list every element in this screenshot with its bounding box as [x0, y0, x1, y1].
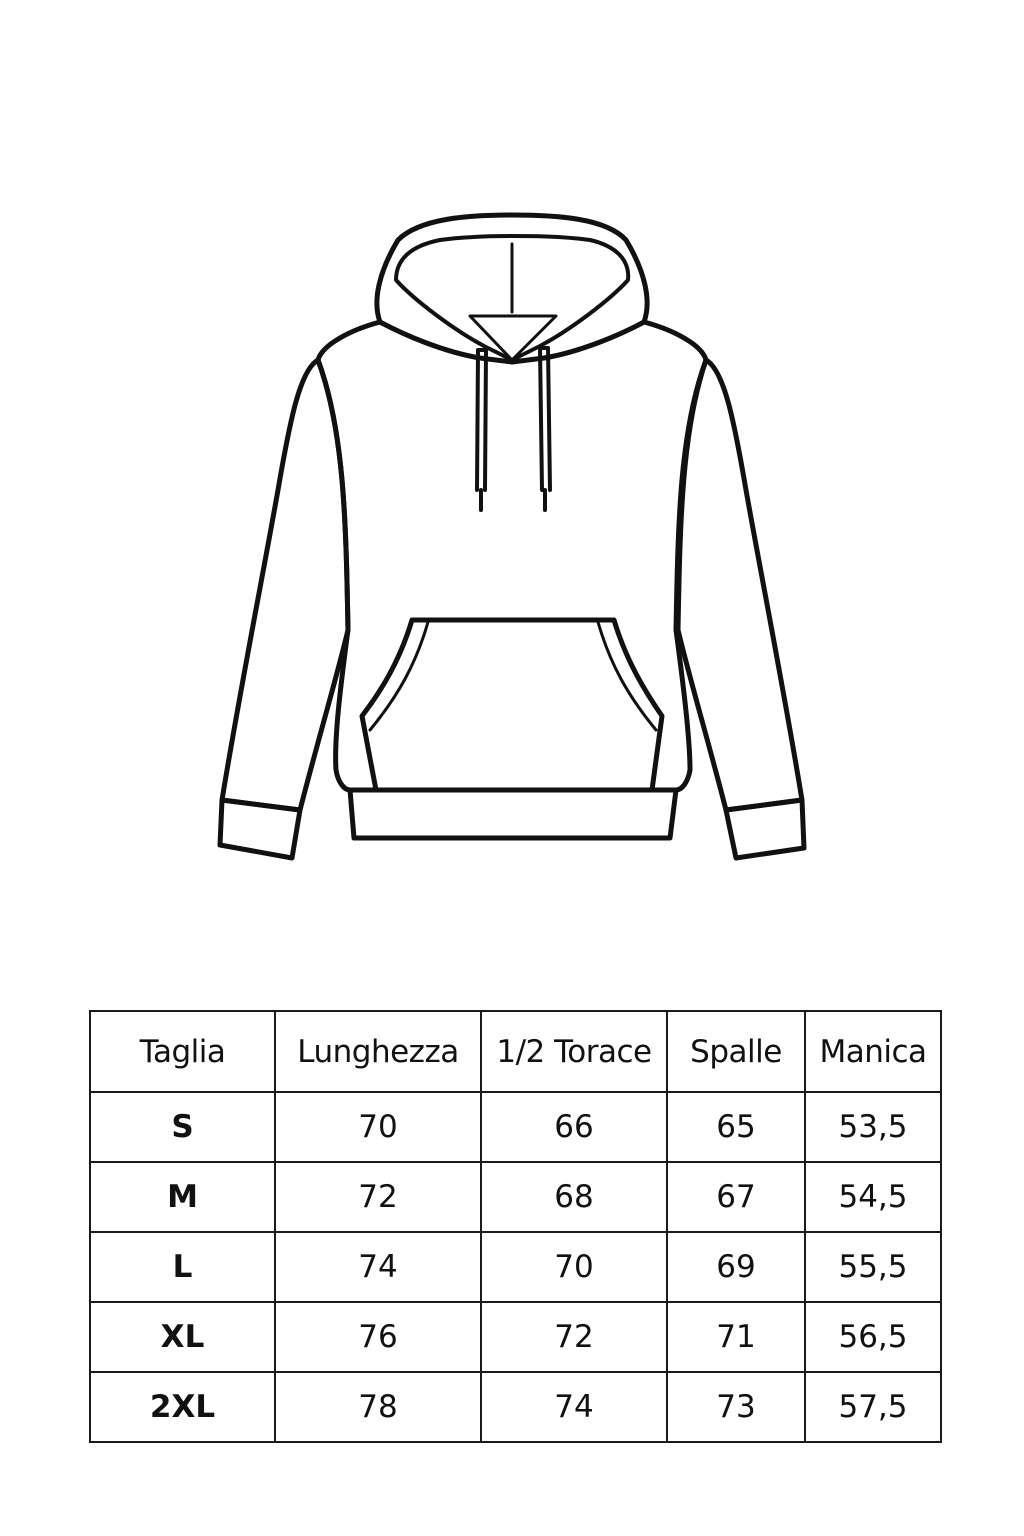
left-sleeve — [222, 360, 348, 810]
size-cell: L — [90, 1232, 275, 1302]
torace-cell: 72 — [481, 1302, 667, 1372]
lunghezza-cell: 72 — [275, 1162, 481, 1232]
table-row — [90, 1232, 941, 1302]
lunghezza-cell: 78 — [275, 1372, 481, 1442]
manica-cell: 53,5 — [805, 1092, 941, 1162]
size-cell: XL — [90, 1302, 275, 1372]
lunghezza-cell: 74 — [275, 1232, 481, 1302]
spalle-cell: 67 — [667, 1162, 805, 1232]
waistband — [350, 790, 676, 838]
header-lunghezza: Lunghezza — [275, 1011, 481, 1092]
right-sleeve — [678, 360, 802, 810]
table-row — [90, 1302, 941, 1372]
pocket-inner-right — [598, 622, 656, 730]
header-manica: Manica — [805, 1011, 941, 1092]
manica-cell: 54,5 — [805, 1162, 941, 1232]
spalle-cell: 71 — [667, 1302, 805, 1372]
manica-cell: 55,5 — [805, 1232, 941, 1302]
left-cuff — [220, 800, 300, 858]
torace-cell: 66 — [481, 1092, 667, 1162]
drawstring-right — [540, 348, 550, 490]
header-taglia: Taglia — [90, 1011, 275, 1092]
lunghezza-cell: 70 — [275, 1092, 481, 1162]
spalle-cell: 65 — [667, 1092, 805, 1162]
torace-cell: 70 — [481, 1232, 667, 1302]
table-row — [90, 1092, 941, 1162]
neckline — [470, 316, 556, 360]
torace-cell: 68 — [481, 1162, 667, 1232]
size-cell: 2XL — [90, 1372, 275, 1442]
torace-cell: 74 — [481, 1372, 667, 1442]
size-cell: S — [90, 1092, 275, 1162]
spalle-cell: 69 — [667, 1232, 805, 1302]
manica-cell: 57,5 — [805, 1372, 941, 1442]
drawstring-left — [477, 350, 486, 490]
size-cell: M — [90, 1162, 275, 1232]
size-chart-table — [89, 1010, 942, 1443]
table-row — [90, 1372, 941, 1442]
header-spalle: Spalle — [667, 1011, 805, 1092]
manica-cell: 56,5 — [805, 1302, 941, 1372]
table-header-row — [90, 1011, 941, 1092]
table-row — [90, 1162, 941, 1232]
pocket-inner-left — [370, 622, 428, 730]
kangaroo-pocket — [362, 620, 662, 790]
header-torace: 1/2 Torace — [481, 1011, 667, 1092]
right-cuff — [726, 800, 804, 858]
lunghezza-cell: 76 — [275, 1302, 481, 1372]
spalle-cell: 73 — [667, 1372, 805, 1442]
